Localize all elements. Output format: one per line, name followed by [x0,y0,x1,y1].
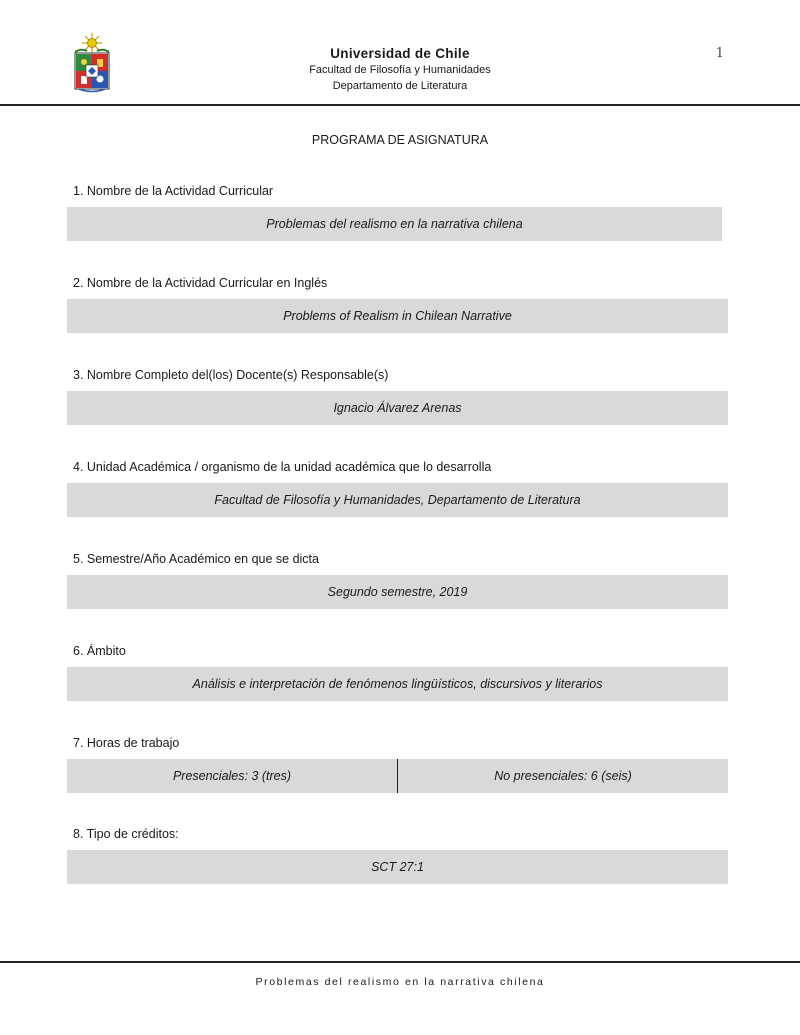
section-value: Ignacio Álvarez Arenas [333,401,462,415]
section-value-field [67,667,728,701]
section-value: Problemas del realismo en la narrativa chilena [266,217,523,231]
non-presential-hours-value: No presenciales: 6 (seis) [494,769,632,783]
section-label: 2. Nombre de la Actividad Curricular en Inglés [73,276,328,290]
section-value: Facultad de Filosofía y Humanidades, Departamento de Literatura [214,493,581,507]
university-name: Universidad de Chile [330,46,470,61]
section-label: 4. Unidad Académica / organismo de la unidad académica que lo desarrolla [73,460,492,474]
page-header [0,0,800,108]
section-label: 1. Nombre de la Actividad Curricular [73,184,274,198]
presential-hours-value: Presenciales: 3 (tres) [172,769,292,783]
section-label: 6. Ámbito [73,644,126,658]
section-value: SCT 27:1 [371,860,424,874]
section-label: 7. Horas de trabajo [73,736,180,750]
section-label: 8. Tipo de créditos: [73,827,179,841]
page-footer: Problemas del realismo en la narrativa chilena [255,976,545,988]
section-value-field [67,483,728,517]
section-value-field [67,850,728,884]
faculty-name: Facultad de Filosofía y Humanidades [309,64,491,76]
section-value: Segundo semestre, 2019 [327,585,468,599]
section-label: 3. Nombre Completo del(los) Docente(s) Responsable(s) [73,368,389,382]
section-value-field [67,299,728,333]
section-value-field [67,207,722,241]
footer-divider [0,961,800,963]
department-name: Departamento de Literatura [332,80,468,92]
section-value: Problems of Realism in Chilean Narrative [283,309,512,323]
non-presential-hours [398,759,728,793]
university-coat-of-arms-icon [73,32,111,94]
section-label: 5. Semestre/Año Académico en que se dicta [73,552,319,566]
section-value: Análisis e interpretación de fenómenos lingüísticos, discursivos y literarios [192,677,603,691]
document-title: PROGRAMA DE ASIGNATURA [311,133,489,147]
section-value-field [67,759,728,793]
header-title-block [250,46,550,94]
page-number: 1 [715,46,724,61]
header-divider [0,104,800,106]
section-value-field [67,575,728,609]
section-value-field [67,391,728,425]
presential-hours [67,759,397,793]
